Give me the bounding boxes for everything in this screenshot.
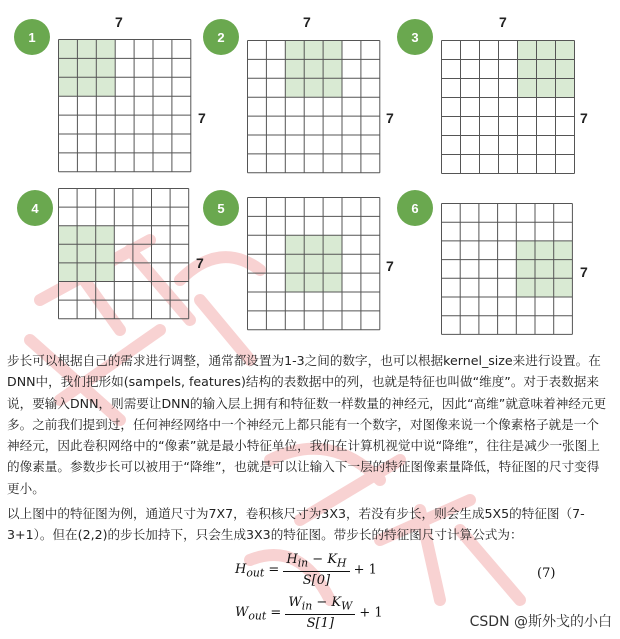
step-badge: 5 <box>203 190 239 226</box>
step-badge: 3 <box>397 19 433 55</box>
step-badge: 2 <box>203 19 239 55</box>
kernel-window <box>59 226 115 282</box>
kernel-window <box>516 241 572 297</box>
grid-width-label: 7 <box>499 14 507 30</box>
feature-map-size-paragraph: 以上图中的特征图为例，通道尺寸为7X7，卷积核尺寸为3X3，若没有步长，则会生成5X5的特征图（7-3+1）。但在(2,2)的步长加持下，只会生成3X3的特征图。带步长的特征图尺寸计算公式为： <box>7 506 585 543</box>
grid-width-label: 7 <box>303 14 311 30</box>
step-badge: 4 <box>17 190 53 226</box>
grid-height-label: 7 <box>386 110 394 126</box>
feature-map-grid <box>247 197 382 332</box>
step-badge: 1 <box>14 19 50 55</box>
kernel-window <box>285 235 342 292</box>
step-badge: 6 <box>397 190 433 226</box>
grid-height-label: 7 <box>198 110 206 126</box>
stride-explanation-paragraph: 步长可以根据自己的需求进行调整，通常都设置为1-3之间的数字，也可以根据kernel_size来进行设置。在DNN中，我们把形如(sampels, features)结构的表数据中的列，也就是特征也叫做“维度”。对于表数据来说，要输入DNN，则需要让DNN的输入层上拥有和特征数一样数量的神经元，因此“高维”就意味着神经元更多。之前我们提到过，任何神经网络中一个神经元上都只能有一个数字，对图像来说一个像素格子就是一个神经元，因此卷积网络中的“像素”就是最小特征单位，我们在计算机视觉中说“降维”，往往是减少一张图上的像素量。参数步长可以被用于“降维”，也就是可以让输入下一层的特征图像素量降低，特征图的尺寸变得更小。 <box>7 353 607 496</box>
feature-map-grid <box>58 39 193 174</box>
feature-map-grid <box>441 203 574 336</box>
csdn-footer-credit: CSDN @斯外戈的小白 <box>470 611 612 631</box>
equation-w-out: $W_{out}$ = $\frac{W_{in} - K_W}{S[1]}$ + 1 <box>235 595 383 631</box>
equation-h-out: $H_{out}$ = $\frac{H_{in} - K_H}{S[0]}$ + 1 <box>235 552 377 588</box>
equation-number: (7) <box>537 566 556 581</box>
feature-map-grid <box>441 40 576 175</box>
grid-height-label: 7 <box>196 255 204 271</box>
feature-map-grid <box>58 188 191 321</box>
grid-width-label: 7 <box>115 14 123 30</box>
kernel-window <box>285 41 342 98</box>
feature-map-grid <box>247 40 382 175</box>
grid-height-label: 7 <box>580 110 588 126</box>
grid-height-label: 7 <box>386 258 394 274</box>
kernel-window <box>59 40 116 97</box>
grid-height-label: 7 <box>580 264 588 280</box>
kernel-window <box>518 41 575 98</box>
